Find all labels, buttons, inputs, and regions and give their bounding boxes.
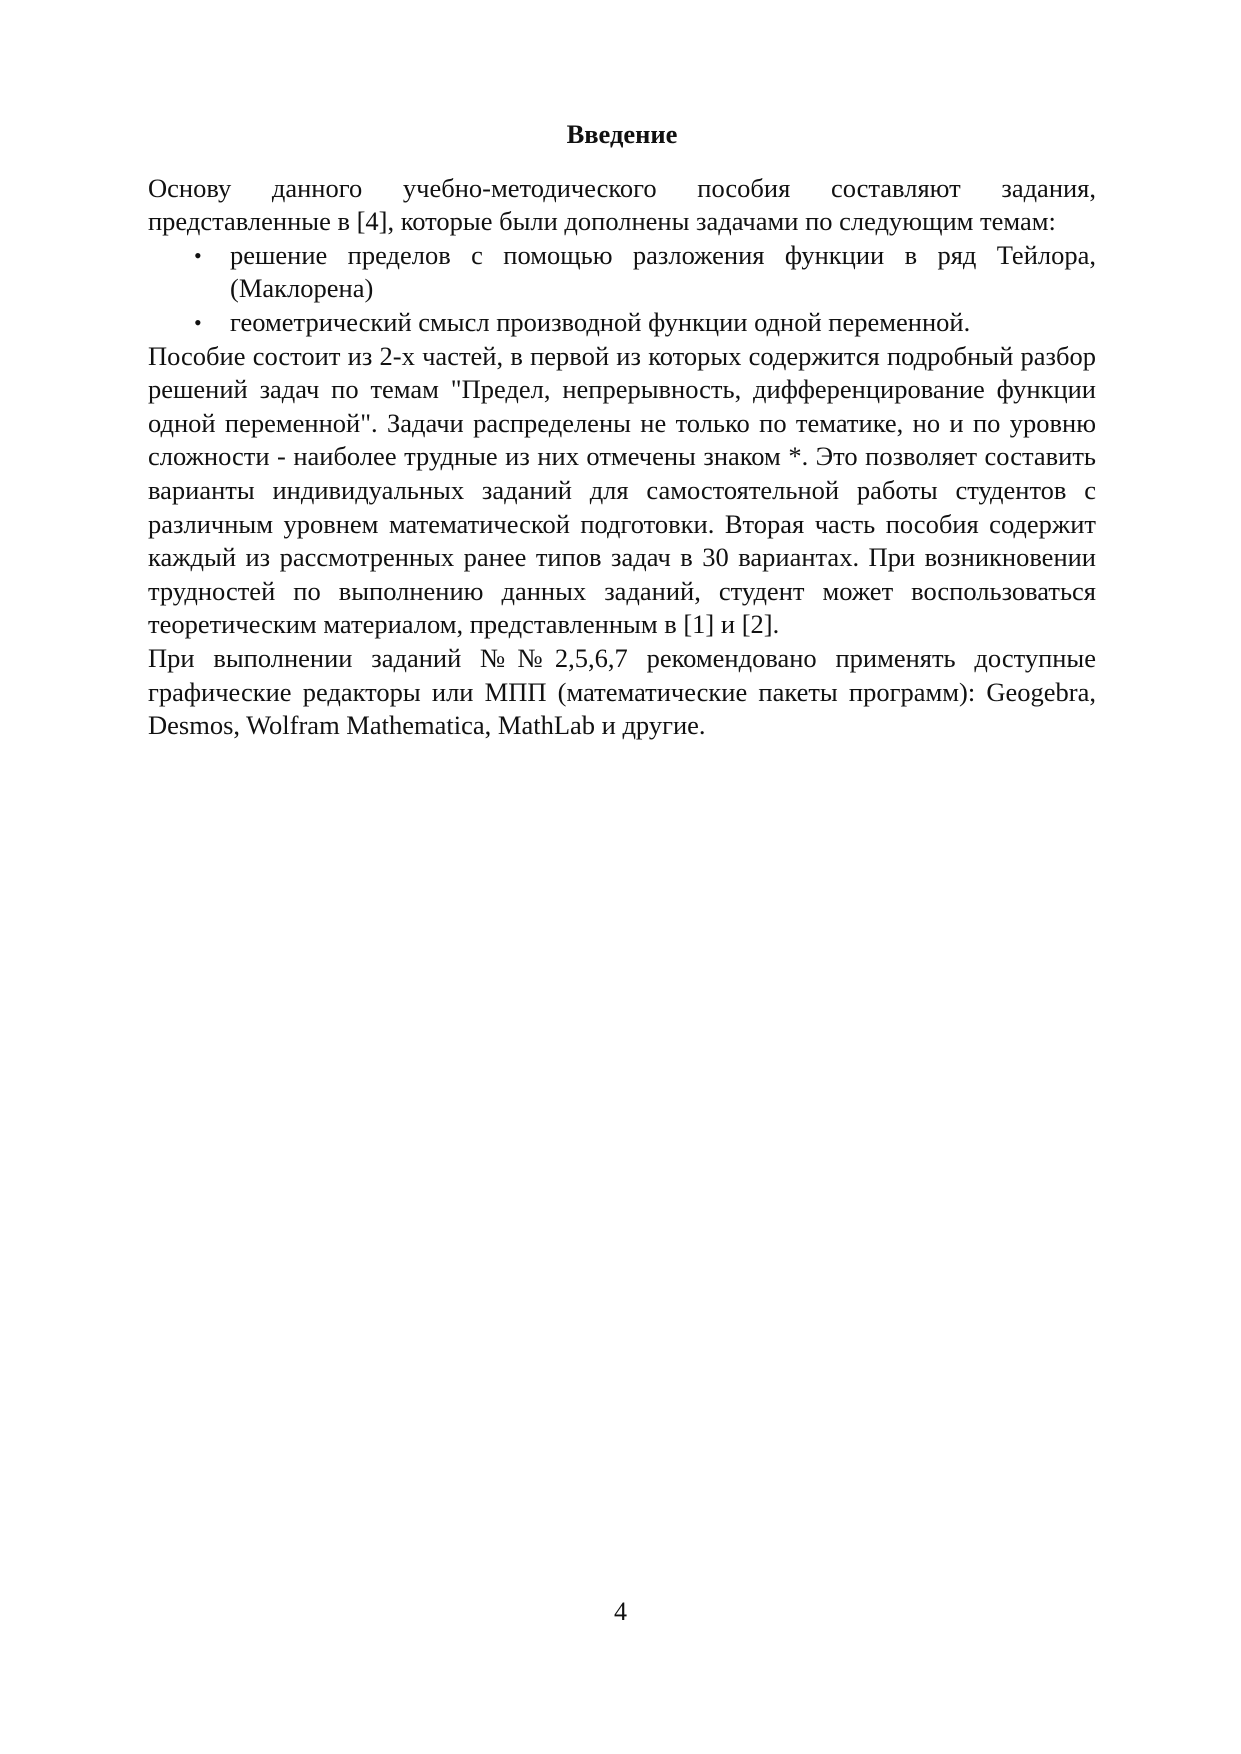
topic-item-taylor <box>148 239 1096 306</box>
topic-item-text: решение пределов с помощью разложения функции в ряд Тейлора, (Маклорена) <box>230 239 1096 304</box>
intro-paragraph: Основу данного учебно-методического пособия составляют задания, представленные в [4], которые были дополнены задачами по следующим темам: <box>148 172 1096 237</box>
topics-list <box>148 239 1096 340</box>
structure-paragraph: Пособие состоит из 2-х частей, в первой из которых содержится подробный разбор решений задач по темам "Предел, непрерывность, дифференцирование функции одной переменной". Задачи распределены не только по тематике, но и по уровню сложности - наиболее трудные из них отмечены знаком *. Это позволяет составить варианты индивидуальных заданий для самостоятельной работы студентов с различным уровнем математической подготовки. Вторая часть пособия содержит каждый из рассмотренных ранее типов задач в 30 вариантах. При возникновении трудностей по выполнению данных заданий, студент может воспользоваться теоретическим материалом, представленным в [1] и [2]. <box>148 340 1096 640</box>
topic-item-derivative <box>148 306 1096 340</box>
bullet-icon: • <box>194 309 202 335</box>
page-number: 4 <box>614 1597 627 1626</box>
bullet-icon: • <box>194 242 202 268</box>
section-title: Введение <box>566 119 678 149</box>
page-content <box>148 118 1096 743</box>
tools-paragraph: При выполнении заданий №№2,5,6,7 рекомендовано применять доступные графические редакторы или МПП (математические пакеты программ): Geogebra, Desmos, Wolfram Mathematica, MathLab и другие. <box>148 642 1096 741</box>
topic-item-text: геометрический смысл производной функции одной переменной. <box>230 306 971 337</box>
